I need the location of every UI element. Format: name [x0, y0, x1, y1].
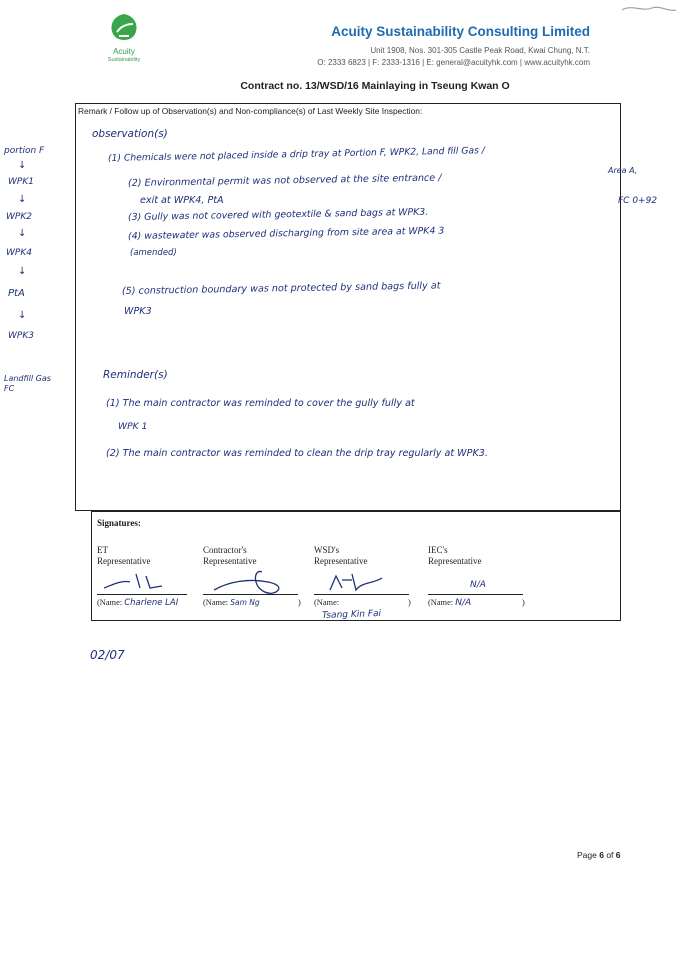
- margin-note: portion F: [4, 146, 45, 156]
- signatory-role: ET Representative: [97, 545, 151, 566]
- down-arrow-icon: ↓: [18, 160, 27, 171]
- logo-subtext: Sustainability: [107, 57, 141, 63]
- reminder-item: (1) The main contractor was reminded to cover the gully fully at: [106, 398, 415, 409]
- page-number: Page 6 of 6: [577, 850, 621, 860]
- corner-scan-mark: [618, 2, 678, 16]
- close-paren: ): [408, 598, 411, 607]
- signatures-title: Signatures:: [97, 518, 141, 528]
- signature-value: N/A: [470, 580, 486, 590]
- signature-line: [314, 594, 409, 595]
- observation-item: (amended): [130, 248, 177, 258]
- margin-note: WPK4: [6, 248, 32, 258]
- leaf-logo-icon: [105, 12, 143, 46]
- company-contact: O: 2333 6823 | F: 2333-1316 | E: general@acuityhk.com | www.acuityhk.com: [317, 58, 590, 67]
- signature-line: [428, 594, 523, 595]
- down-arrow-icon: ↓: [18, 194, 27, 205]
- close-paren: ): [522, 598, 525, 607]
- margin-note: Landfill Gas FC: [4, 374, 51, 393]
- signatory-name: (Name: N/A: [428, 598, 472, 608]
- logo-text: Acuity: [113, 47, 135, 56]
- reminder-item: (2) The main contractor was reminded to clean the drip tray regularly at WPK3.: [106, 448, 488, 459]
- observation-item: exit at WPK4, PtA: [140, 195, 224, 206]
- margin-note: WPK3: [8, 331, 34, 341]
- signatory-name-label: (Name:: [314, 598, 340, 607]
- signature-scribble-icon: [100, 570, 180, 592]
- signature-line: [203, 594, 298, 595]
- observation-item: Area A,: [608, 166, 638, 175]
- observation-item: (4) wastewater was observed discharging from site area at WPK4 3: [127, 225, 445, 242]
- observation-item: WPK3: [124, 306, 152, 317]
- company-address: Unit 1908, Nos. 301-305 Castle Peak Road, Kwai Chung, N.T.: [370, 46, 590, 55]
- signatory-role: WSD's Representative: [314, 545, 368, 566]
- margin-note: PtA: [8, 288, 25, 299]
- margin-note: WPK2: [6, 212, 32, 222]
- margin-note: WPK1: [8, 177, 34, 187]
- down-arrow-icon: ↓: [18, 228, 27, 239]
- signature-scribble-icon: [322, 570, 392, 594]
- signatory-name: (Name: Charlene LAI: [97, 598, 179, 608]
- date-note: 02/07: [90, 648, 125, 662]
- observation-item: (3) Gully was not covered with geotextile & sand bags at WPK3.: [127, 206, 429, 223]
- signatory-name: Tsang Kin Fai: [321, 608, 382, 621]
- remark-heading: Remark / Follow up of Observation(s) and Non-compliance(s) of Last Weekly Site Inspection:: [78, 106, 423, 116]
- reminder-item: WPK 1: [118, 421, 148, 432]
- observation-item: (2) Environmental permit was not observed at the site entrance /: [127, 172, 442, 189]
- signature-line: [97, 594, 187, 595]
- signatory-name: (Name: Sam Ng: [203, 598, 260, 607]
- signatory-role: Contractor's Representative: [203, 545, 257, 566]
- down-arrow-icon: ↓: [18, 310, 27, 321]
- observation-item: (1) Chemicals were not placed inside a drip tray at Portion F, WPK2, Land fill Gas /: [107, 145, 485, 164]
- company-name: Acuity Sustainability Consulting Limited: [331, 24, 590, 39]
- contract-title: Contract no. 13/WSD/16 Mainlaying in Tseung Kwan O: [240, 80, 510, 92]
- close-paren: ): [298, 598, 301, 607]
- observation-item: FC 0+92: [618, 196, 658, 206]
- observations-heading: observation(s): [92, 128, 168, 140]
- observation-item: (5) construction boundary was not protected by sand bags fully at: [121, 280, 441, 297]
- down-arrow-icon: ↓: [18, 266, 27, 277]
- reminders-heading: Reminder(s): [103, 369, 168, 381]
- signatory-role: IEC's Representative: [428, 545, 482, 566]
